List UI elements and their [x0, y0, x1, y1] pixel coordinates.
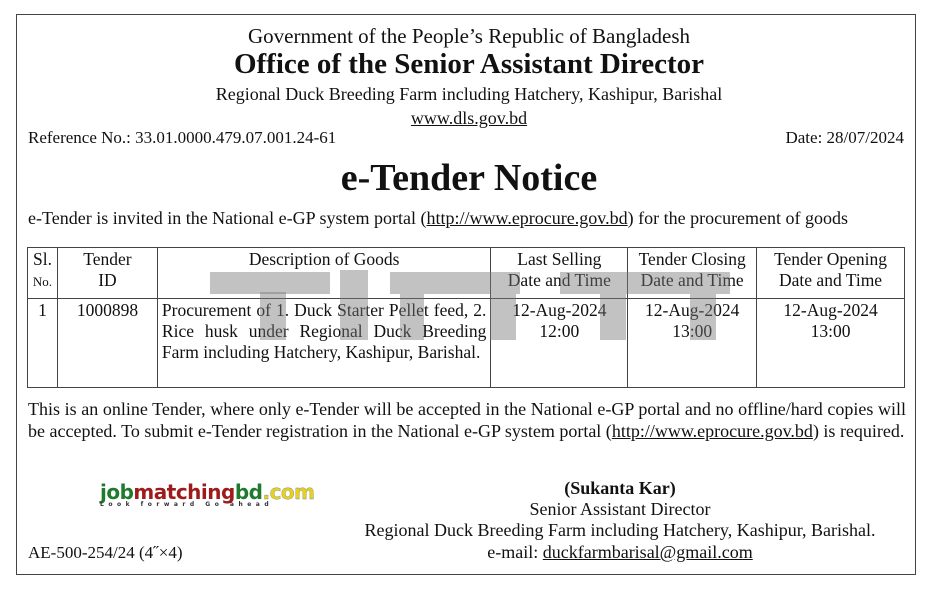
cell-closing: 12-Aug-2024 13:00: [628, 299, 757, 388]
cell-tender-id: 1000898: [57, 299, 157, 388]
header-tender-id: Tender ID: [57, 248, 157, 299]
jobmatchingbd-logo: jobmatchingbd.com Look forward Go ahead: [100, 480, 315, 508]
header-opening: Tender Opening Date and Time: [757, 248, 905, 299]
farm-name: Regional Duck Breeding Farm including Hatchery, Kashipur, Barishal: [215, 84, 723, 104]
office-title: Office of the Senior Assistant Director: [233, 48, 705, 80]
cell-opening: 12-Aug-2024 13:00: [757, 299, 905, 388]
header-last-selling: Last Selling Date and Time: [491, 248, 628, 299]
signatory-email: e-mail: duckfarmbarisal@gmail.com: [487, 542, 753, 562]
reference-number: Reference No.: 33.01.0000.479.07.001.24-61: [28, 128, 337, 147]
table-header-row: [28, 248, 905, 299]
ad-code: AE-500-254/24 (4˝×4): [28, 543, 183, 562]
notice-date: Date: 28/07/2024: [785, 128, 904, 147]
notice-title: e-Tender Notice: [340, 157, 598, 199]
eprocure-link-2[interactable]: http://www.eprocure.gov.bd: [611, 421, 813, 441]
intro-before: e-Tender is invited in the National e-GP system portal (: [28, 208, 427, 228]
intro-after: ) for the procurement of goods: [627, 208, 849, 228]
header-description: Description of Goods: [157, 248, 491, 299]
header-closing: Tender Closing Date and Time: [628, 248, 757, 299]
cell-description: Procurement of 1. Duck Starter Pellet feed, 2. Rice husk under Regional Duck Breeding Farm including Hatchery, Kashipur, Barishal.: [157, 299, 491, 388]
eprocure-link[interactable]: http://www.eprocure.gov.bd: [426, 208, 628, 228]
email-link[interactable]: duckfarmbarisal@gmail.com: [542, 542, 753, 562]
cell-sl: 1: [28, 299, 58, 388]
website-link[interactable]: www.dls.gov.bd: [410, 108, 528, 128]
signatory-name: (Sukanta Kar): [564, 478, 676, 498]
cell-last-selling: 12-Aug-2024 12:00: [491, 299, 628, 388]
table-row: [28, 299, 905, 388]
government-line: Government of the People’s Republic of Bangladesh: [247, 24, 691, 48]
signatory-office: Regional Duck Breeding Farm including Hatchery, Kashipur, Barishal.: [364, 520, 876, 540]
online-tender-paragraph: This is an online Tender, where only e-Tender will be accepted in the National e-GP portal and no offline/hard copies will be accepted. To submit e-Tender registration in the National e-GP system portal (http://www.eprocure.gov.bd) is required.: [28, 399, 906, 441]
tender-table: [27, 247, 905, 388]
intro-text: [28, 208, 848, 229]
signatory-designation: Senior Assistant Director: [529, 499, 711, 519]
header-sl: Sl. No.: [28, 248, 58, 299]
